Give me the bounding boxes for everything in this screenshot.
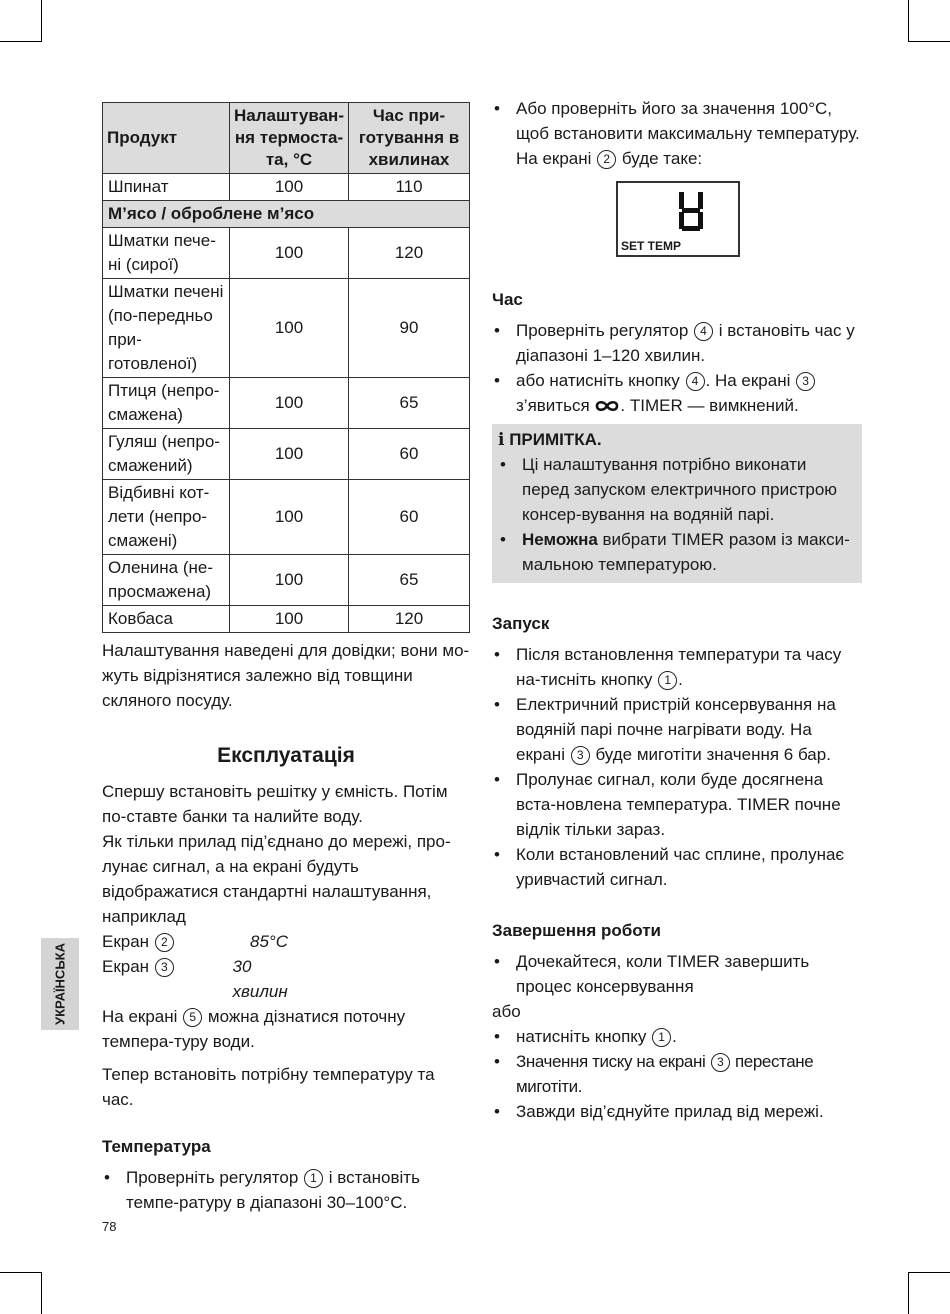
crop-mark [41,1272,42,1314]
cell-product: Ковбаса [103,606,230,633]
table-row [103,429,470,480]
temperature-heading: Температура [102,1137,211,1156]
page-number: 78 [102,1219,117,1234]
list-item: • Значення тиску на екрані 3 перестане миготіти. [492,1049,862,1099]
ref-number-icon: 3 [571,746,590,765]
ref-number-icon: 3 [711,1053,730,1072]
list-item: • Або проверніть його за значення 100°C, щоб встановити максимальну температуру. На екрані 2 буде таке: [492,96,862,171]
ref-number-icon: 2 [597,150,616,169]
crop-mark [908,1272,909,1314]
cell-time: 120 [349,228,470,279]
cell-category: М’ясо / оброблене м’ясо [103,201,470,228]
cell-time: 90 [349,279,470,378]
header-time: Час при-готування в хвилинах [349,103,470,174]
cell-temp: 100 [230,279,349,378]
screen-2-value: 85°C [250,932,288,951]
ref-number-icon: 3 [796,372,815,391]
table-row [103,279,470,378]
ref-number-icon: 1 [652,1028,671,1047]
cell-product: Відбивні кот-лети (непро-смажені) [103,480,230,555]
time-heading: Час [492,290,523,309]
lcd-caption: SET TEMP [621,239,682,253]
cell-temp: 100 [230,555,349,606]
cell-time: 65 [349,555,470,606]
table-note: Налаштування наведені для довідки; вони мо-жуть відрізнятися залежно від товщини скляного посуду. [102,641,470,710]
infinity-icon [594,399,620,413]
ref-number-icon: 1 [304,1169,323,1188]
crop-mark [908,0,909,42]
list-item: • Пролунає сигнал, коли буде досягнена вста-новлена температура. TIMER почне відлік тільки зараз. [492,767,862,842]
cell-time: 120 [349,606,470,633]
table-row [103,606,470,633]
list-item: • Ці налаштування потрібно виконати перед запуском електричного пристрою консер-вування на водяній парі. [498,452,856,527]
table-row [103,480,470,555]
operation-paragraph-1: Спершу встановіть решітку у ємність. Потім по-ставте банки та налийте воду. [102,782,448,826]
cell-temp: 100 [230,480,349,555]
ref-number-icon: 4 [694,322,713,341]
cell-time: 65 [349,378,470,429]
language-tab-label: УКРАЇНСЬКА [52,943,68,1025]
left-column [102,102,470,1215]
note-heading: i ПРИМІТКА. [498,430,602,450]
list-item: • Після встановлення температури та часу на-тисніть кнопку 1 . [492,642,862,692]
crop-mark [0,1272,42,1273]
crop-mark [908,1272,950,1273]
header-product: Продукт [103,103,230,174]
list-item: • Коли встановлений час сплине, пролунає уривчастий сигнал. [492,842,862,892]
table-row [103,555,470,606]
list-item: • Дочекайтеся, коли TIMER завершить процес консервування [492,949,862,999]
list-item: • або натисніть кнопку 4 . На екрані 3 з’явиться . TIMER — вимкнений. [492,368,862,418]
operation-paragraph-4: Тепер встановіть потрібну температуру та час. [102,1065,435,1109]
start-list [492,642,862,892]
crop-mark [0,41,42,42]
ref-number-icon: 3 [155,958,174,977]
cell-product: Птиця (непро-смажена) [103,378,230,429]
operation-paragraph-3: На екрані 5 можна дізнатися поточну темпера-туру води. [102,1007,406,1051]
crop-mark [41,0,42,42]
lcd-digit-icon [676,191,706,231]
table-row [103,228,470,279]
list-item: • Проверніть регулятор 1 і встановіть темпе-ратуру в діапазоні 30–100°C. [102,1165,470,1215]
list-item: • Неможна вибрати TIMER разом із макси-мальною температурою. [498,527,856,577]
crop-mark [908,41,950,42]
list-item: • Електричний пристрій консервування на водяній парі почне нагрівати воду. На екрані 3 буде миготіти значення 6 бар. [492,692,862,767]
temperature-list [102,1165,470,1215]
time-list [492,318,862,418]
table-body [103,174,470,633]
lcd-display [616,181,740,257]
list-item: • Проверніть регулятор 4 і встановіть час у діапазоні 1–120 хвилин. [492,318,862,368]
cell-temp: 100 [230,429,349,480]
cell-temp: 100 [230,378,349,429]
info-icon: i [498,430,505,450]
cell-temp: 100 [230,606,349,633]
ref-number-icon: 2 [155,933,174,952]
cell-time: 60 [349,429,470,480]
cell-product: Оленина (не-просмажена) [103,555,230,606]
screen-3-label: Екран 3 [102,954,232,1004]
header-thermostat: Налаштуван-ня термоста-та, °C [230,103,349,174]
max-temp-list [492,96,862,171]
finish-list-2 [492,1024,862,1124]
table-row [103,174,470,201]
ref-number-icon: 5 [183,1008,202,1027]
note-box [492,424,862,583]
operation-paragraph-2: Як тільки прилад під’єднано до мережі, про-лунає сигнал, а на екрані будуть відображатися стандартні налаштування, наприклад [102,832,451,926]
language-tab [41,938,79,1030]
cell-temp: 100 [230,174,349,201]
start-heading: Запуск [492,614,550,633]
operation-heading: Експлуатація [217,744,355,767]
table-category-row [103,201,470,228]
finish-heading: Завершення роботи [492,921,661,940]
ref-number-icon: 4 [686,372,705,391]
cell-product: Гуляш (непро-смажений) [103,429,230,480]
cell-temp: 100 [230,228,349,279]
cell-product: Шпинат [103,174,230,201]
note-list [498,452,856,577]
screen-2-label: Екран 2 [102,929,250,954]
screen-2-row [102,929,302,954]
finish-list [492,949,862,999]
right-column [492,96,862,1124]
cell-time: 110 [349,174,470,201]
screen-3-value: 30 хвилин [232,957,288,1001]
ref-number-icon: 1 [658,671,677,690]
table-row [103,378,470,429]
cell-product: Шматки печені (по-передньо при-готовленої) [103,279,230,378]
cell-time: 60 [349,480,470,555]
finish-or: або [492,1002,521,1021]
cell-product: Шматки пече-ні (сирої) [103,228,230,279]
cooking-table [102,102,470,633]
list-item: • Завжди від’єднуйте прилад від мережі. [492,1099,862,1124]
list-item: • натисніть кнопку 1 . [492,1024,862,1049]
screen-3-row [102,954,302,1004]
